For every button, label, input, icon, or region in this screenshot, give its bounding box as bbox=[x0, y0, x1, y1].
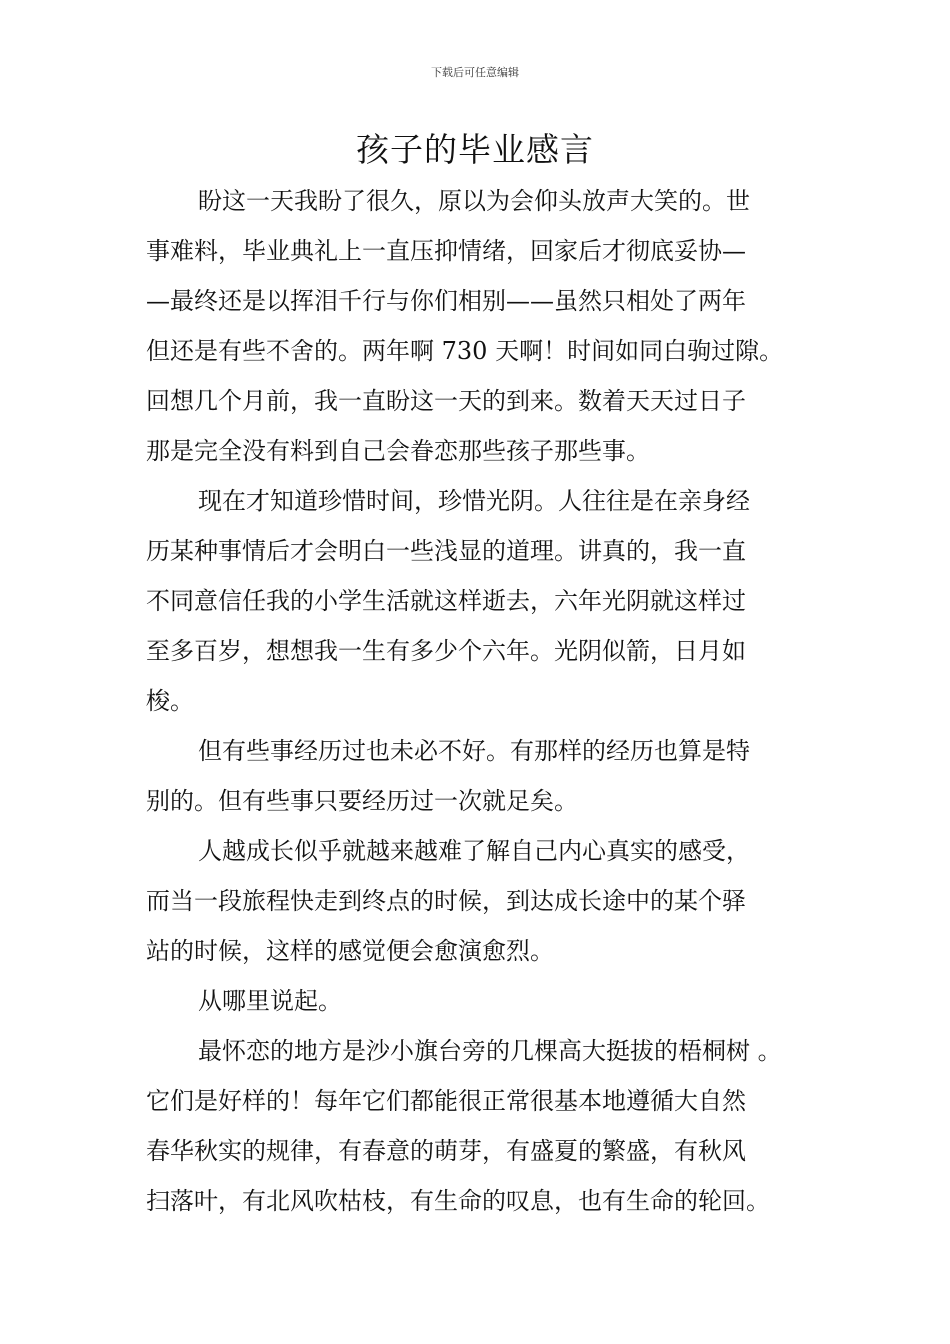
document-title: 孩子的毕业感言 bbox=[356, 130, 594, 169]
paragraph-1-line-3: —最终还是以挥泪千行与你们相别——虽然只相处了两年 bbox=[146, 287, 746, 315]
paragraph-6-line-2: 它们是好样的！每年它们都能很正常很基本地遵循大自然 bbox=[146, 1087, 746, 1115]
paragraph-3-line-1: 但有些事经历过也未必不好。有那样的经历也算是特 bbox=[198, 737, 750, 765]
paragraph-2-line-2: 历某种事情后才会明白一些浅显的道理。讲真的，我一直 bbox=[146, 537, 746, 565]
document-body bbox=[146, 176, 810, 1226]
paragraph-1-line-2: 事难料，毕业典礼上一直压抑情绪，回家后才彻底妥协— bbox=[146, 237, 746, 265]
paragraph-6-line-1: 最怀恋的地方是沙小旗台旁的几棵高大挺拔的梧桐树 。 bbox=[198, 1037, 782, 1065]
paragraph-2-line-1: 现在才知道珍惜时间，珍惜光阴。人往往是在亲身经 bbox=[198, 487, 750, 515]
paragraph-6-line-3: 春华秋实的规律，有春意的萌芽，有盛夏的繁盛，有秋风 bbox=[146, 1137, 746, 1165]
paragraph-3-line-2: 别的。但有些事只要经历过一次就足矣。 bbox=[146, 787, 578, 815]
paragraph-2-line-3: 不同意信任我的小学生活就这样逝去，六年光阴就这样过 bbox=[146, 587, 746, 615]
paragraph-2-line-4: 至多百岁，想想我一生有多少个六年。光阴似箭，日月如 bbox=[146, 637, 746, 665]
paragraph-1-line-6: 那是完全没有料到自己会眷恋那些孩子那些事。 bbox=[146, 437, 650, 465]
paragraph-1-line-1: 盼这一天我盼了很久，原以为会仰头放声大笑的。世 bbox=[198, 187, 750, 215]
paragraph-2-line-5: 梭。 bbox=[146, 687, 194, 715]
paragraph-4-line-3: 站的时候，这样的感觉便会愈演愈烈。 bbox=[146, 937, 554, 965]
paragraph-1-line-5: 回想几个月前，我一直盼这一天的到来。数着天天过日子 bbox=[146, 387, 746, 415]
paragraph-6-line-4: 扫落叶，有北风吹枯枝，有生命的叹息，也有生命的轮回。 bbox=[146, 1187, 770, 1215]
header-note: 下载后可任意编辑 bbox=[431, 66, 519, 79]
paragraph-1-line-4: 但还是有些不舍的。两年啊 730 天啊！时间如同白驹过隙。 bbox=[146, 337, 784, 365]
paragraph-4-line-1: 人越成长似乎就越来越难了解自己内心真实的感受， bbox=[198, 837, 750, 865]
paragraph-5-line-1: 从哪里说起。 bbox=[198, 987, 342, 1015]
paragraph-4-line-2: 而当一段旅程快走到终点的时候，到达成长途中的某个驿 bbox=[146, 887, 746, 915]
